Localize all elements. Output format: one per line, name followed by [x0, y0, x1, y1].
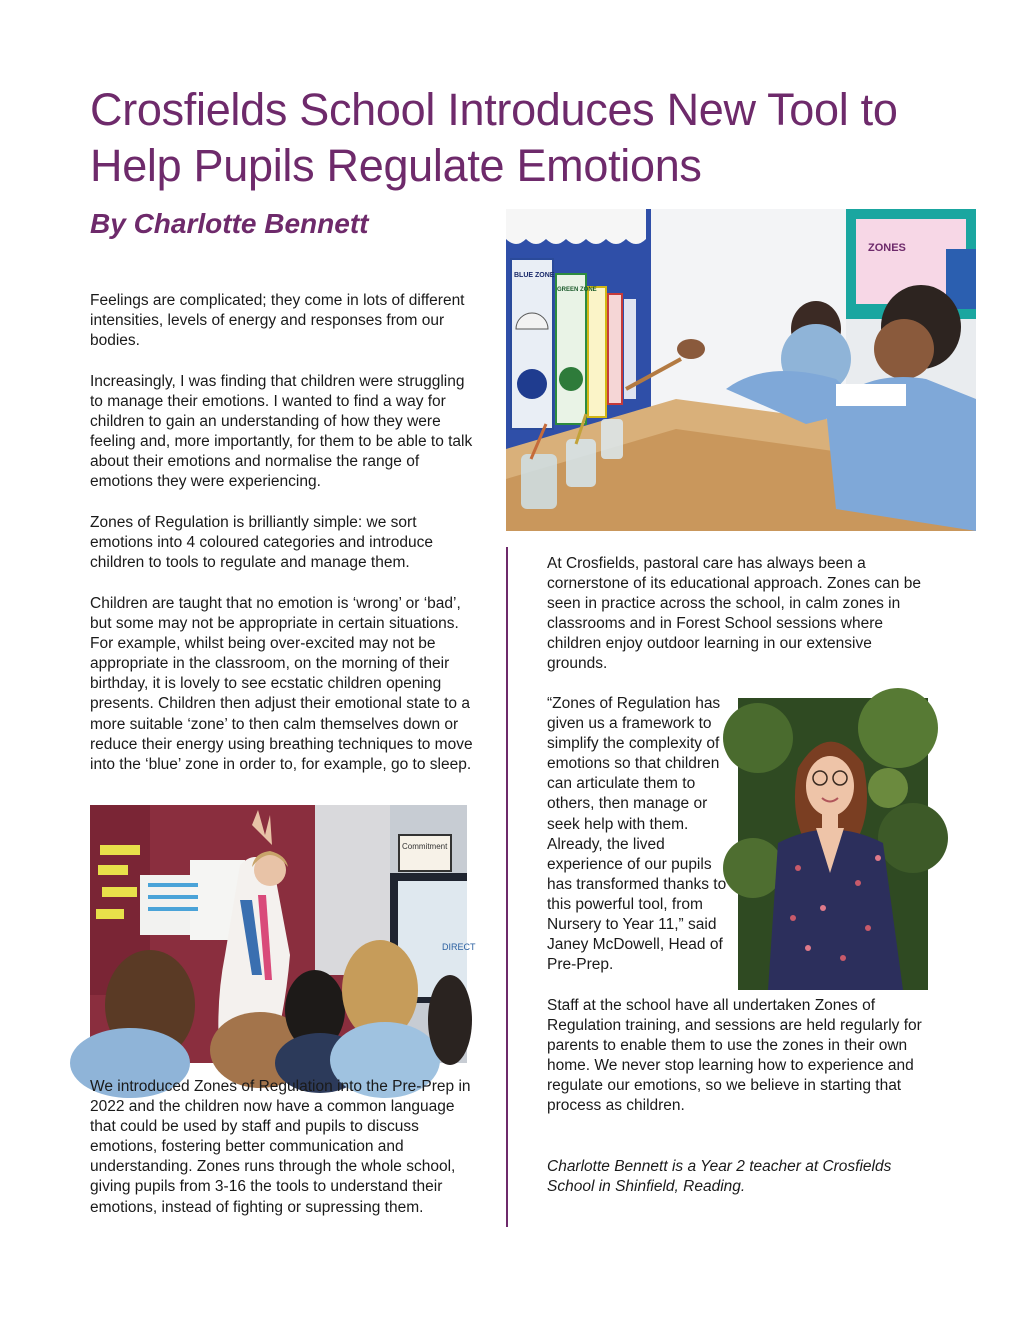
teacher-class-photo	[90, 805, 476, 1063]
screen-text: DIRECT	[442, 942, 476, 952]
zones-poster-text: ZONES	[868, 242, 906, 254]
article-byline: By Charlotte Bennett	[90, 208, 369, 239]
green-zone-label: GREEN ZONE	[557, 287, 597, 293]
portrait-photo	[738, 698, 928, 990]
left-paragraph-3: Zones of Regulation is brilliantly simple: we sort emotions into 4 coloured categories and introduce children to tools to regulate and manage them.	[90, 514, 433, 572]
right-paragraph-3: Staff at the school have all undertaken Zones of Regulation training, and sessions are held regularly for parents to enable them to use the zones in their own home. We never stop learning how to experience and regulate our emotions, so we believe in starting that process as children.	[547, 997, 922, 1115]
left-paragraph-4: Children are taught that no emotion is ‘wrong’ or ‘bad’, but some may not be appropriate in certain situations. For example, whilst being over-excited may not be appropriate in the classroom, on the morning of their birthday, it is lovely to see ecstatic children opening presents. Children then adjust their emotional state to a more suitable ‘zone’ to then calm themselves down or reduce their energy using breathing techniques to move into the ‘blue’ zone in order to, for example, go to sleep.	[90, 595, 473, 773]
classroom-zones-photo	[506, 209, 976, 531]
right-paragraph-1: At Crosfields, pastoral care has always been a cornerstone of its educational approach. Zones can be seen in practice across the school, in calm zones in classrooms and in Forest School sessions where children enjoy outdoor learning in our extensive grounds.	[547, 555, 921, 673]
author-note: Charlotte Bennett is a Year 2 teacher at Crosfields School in Shinfield, Reading.	[547, 1158, 892, 1196]
quote-paragraph: “Zones of Regulation has given us a framework to simplify the complexity of emotions so that children can articulate them to others, then manage or seek help with them. Already, the lived experience of our pupils has transformed thanks to this powerful tool, from Nursery to Year 11,” said Janey McDowell, Head of Pre-Prep.	[547, 695, 727, 974]
column-divider	[506, 547, 508, 1227]
commitment-sign-text: Commitment	[402, 842, 448, 851]
left-paragraph-2: Increasingly, I was finding that children were struggling to manage their emotions. I wanted to find a way for children to gain an understanding of how they were feeling and, more importantly, for them to be able to talk about their emotions and normalise the range of emotions they were experiencing.	[90, 373, 473, 491]
article-title: Crosfields School Introduces New Tool to Help Pupils Regulate Emotions	[90, 84, 898, 191]
blue-zone-label: BLUE ZONE	[514, 272, 555, 279]
left-paragraph-1: Feelings are complicated; they come in lots of different intensities, levels of energy and responses from our bodies.	[90, 292, 465, 350]
left-paragraph-5: We introduced Zones of Regulation into the Pre-Prep in 2022 and the children now have a common language that could be used by staff and pupils to discuss emotions, fostering better communication and understanding. Zones runs through the whole school, giving pupils from 3-16 the tools to understand their emotions, instead of fighting or supressing them.	[90, 1078, 471, 1216]
